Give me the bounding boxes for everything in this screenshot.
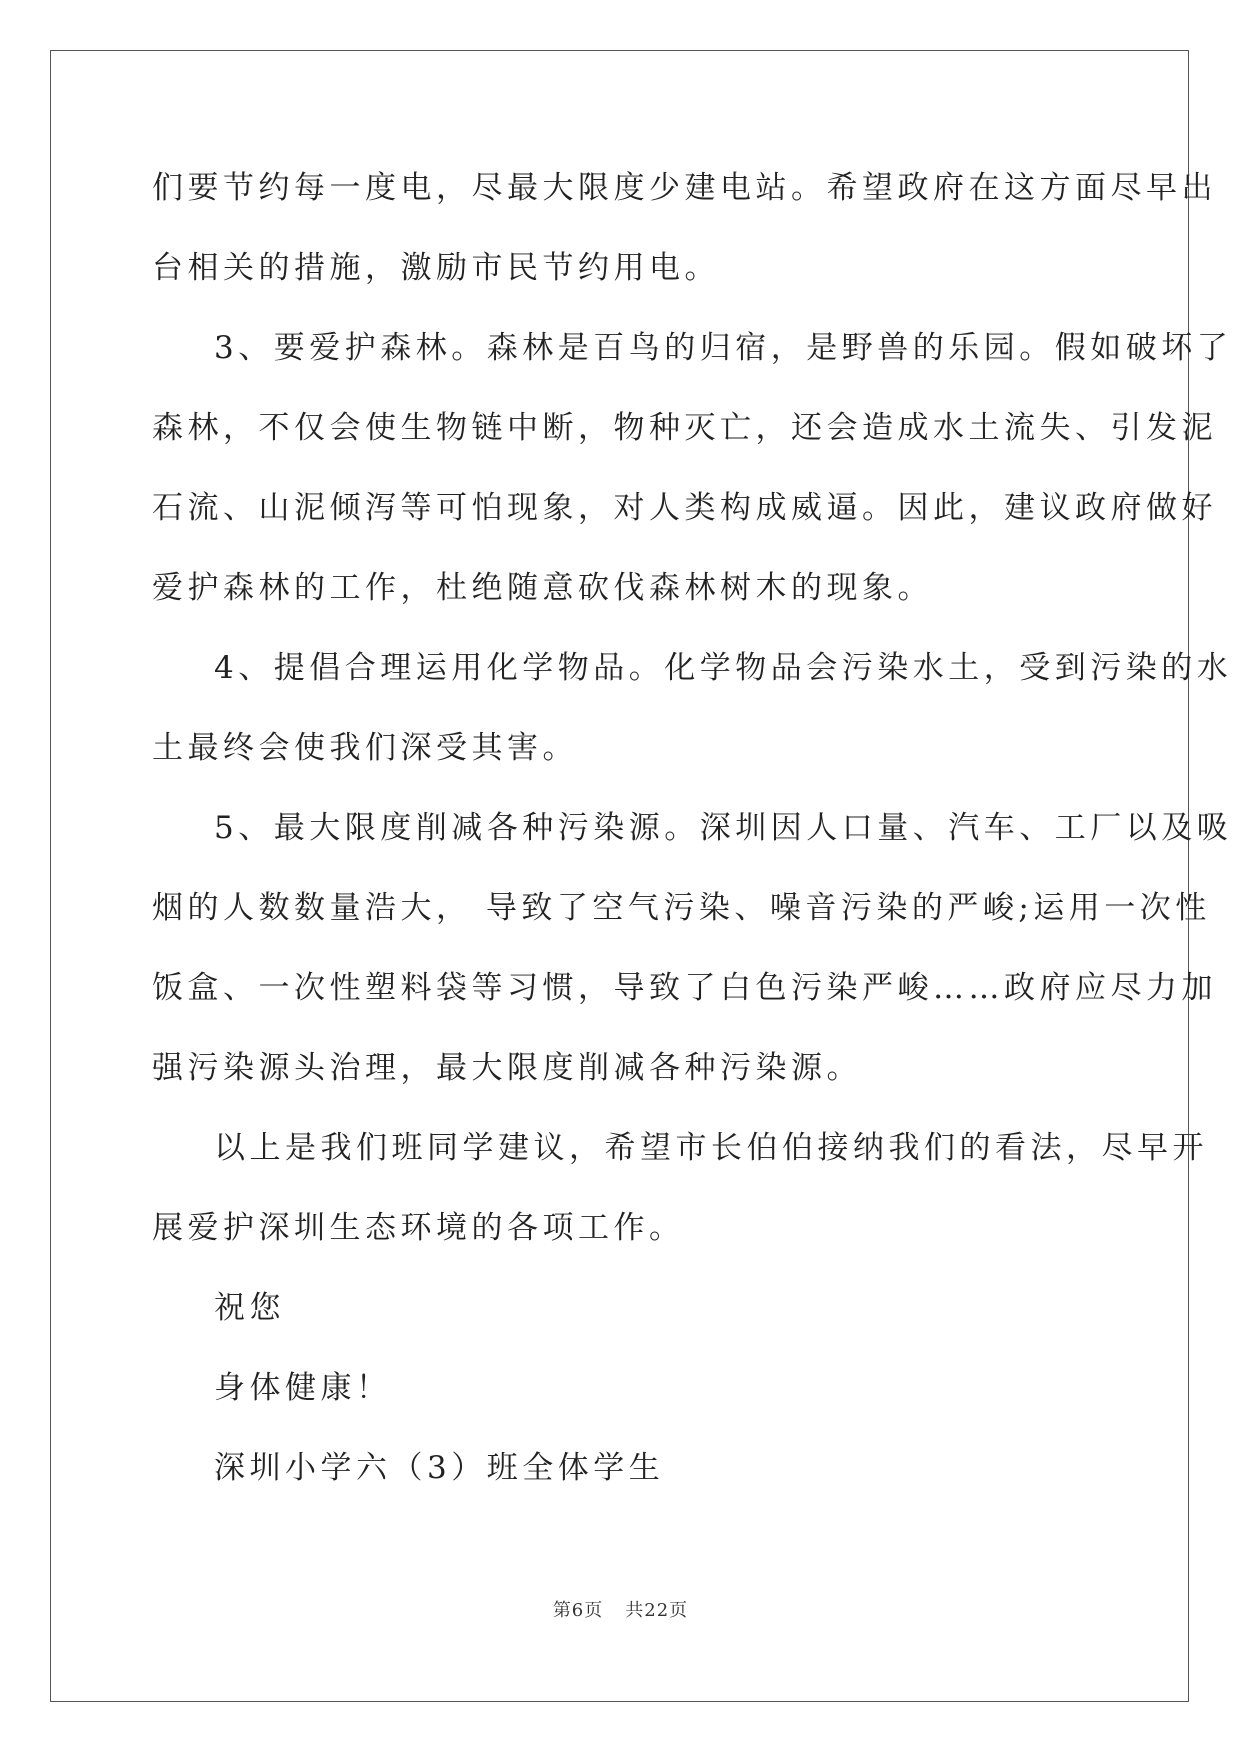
paragraph-line: 4、提倡合理运用化学物品。化学物品会污染水土，受到污染的水 bbox=[214, 650, 1233, 686]
page-number: 第6页 bbox=[552, 1600, 604, 1621]
page-footer bbox=[0, 1596, 1241, 1622]
paragraph-line: 台相关的措施，激励市民节约用电。 bbox=[152, 250, 720, 286]
paragraph-line: 爱护森林的工作，杜绝随意砍伐森林树木的现象。 bbox=[152, 570, 933, 606]
paragraph-line: 土最终会使我们深受其害。 bbox=[152, 730, 578, 766]
closing-greeting: 祝您 bbox=[214, 1290, 285, 1326]
paragraph-line: 森林，不仅会使生物链中断，物种灭亡，还会造成水土流失、引发泥 bbox=[152, 410, 1217, 446]
paragraph-line: 3、要爱护森林。森林是百鸟的归宿，是野兽的乐园。假如破坏了 bbox=[214, 330, 1233, 366]
letter-body bbox=[152, 160, 1233, 1520]
paragraph-line: 们要节约每一度电，尽最大限度少建电站。希望政府在这方面尽早出 bbox=[152, 170, 1217, 206]
paragraph-line: 石流、山泥倾泻等可怕现象，对人类构成威逼。因此，建议政府做好 bbox=[152, 490, 1217, 526]
total-pages: 共22页 bbox=[625, 1600, 689, 1621]
paragraph-line: 5、最大限度削减各种污染源。深圳因人口量、汽车、工厂以及吸 bbox=[214, 810, 1233, 846]
paragraph-line: 饭盒、一次性塑料袋等习惯，导致了白色污染严峻……政府应尽力加 bbox=[152, 970, 1217, 1006]
closing-wish: 身体健康！ bbox=[214, 1370, 392, 1406]
paragraph-line: 以上是我们班同学建议，希望市长伯伯接纳我们的看法，尽早开 bbox=[214, 1130, 1208, 1166]
paragraph-line: 烟的人数数量浩大， 导致了空气污染、噪音污染的严峻;运用一次性 bbox=[152, 890, 1211, 926]
paragraph-line: 展爱护深圳生态环境的各项工作。 bbox=[152, 1210, 685, 1246]
paragraph-line: 强污染源头治理，最大限度削减各种污染源。 bbox=[152, 1050, 862, 1086]
signature: 深圳小学六（3）班全体学生 bbox=[214, 1450, 665, 1486]
